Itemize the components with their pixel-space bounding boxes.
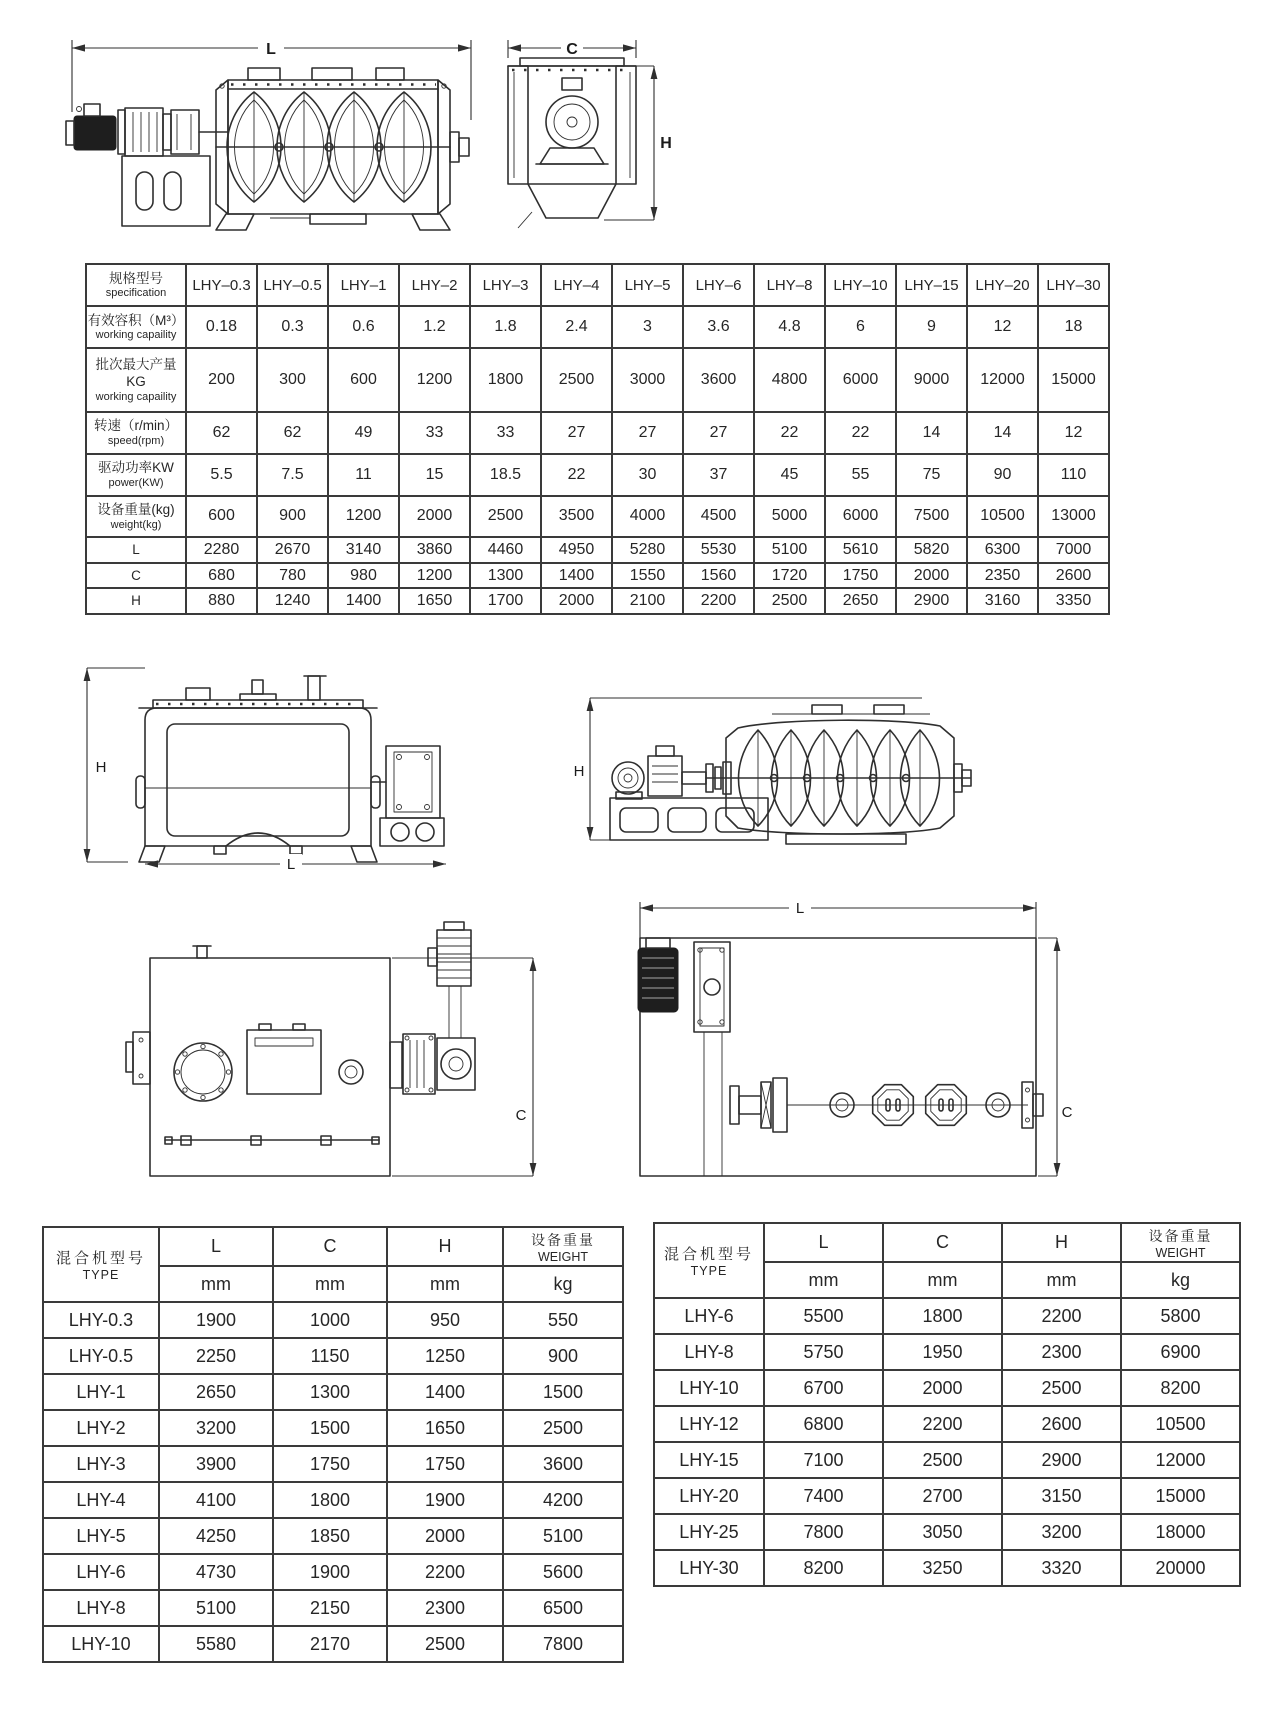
spec-cell: 2500 <box>470 496 541 538</box>
spec-cell: 0.18 <box>186 306 257 348</box>
spec-cell: 6000 <box>825 348 896 412</box>
type-cell: LHY-8 <box>43 1590 159 1626</box>
spec-cell: 9000 <box>896 348 967 412</box>
spec-row <box>86 454 1109 496</box>
height-cell: 2200 <box>1002 1298 1121 1334</box>
spec-cell: 1750 <box>825 563 896 589</box>
spec-cell: 5530 <box>683 537 754 563</box>
mixer-front-view-drawing <box>68 650 468 870</box>
spec-cell: 2100 <box>612 588 683 614</box>
motor-icon <box>74 116 116 150</box>
height-cell: 2200 <box>387 1554 503 1590</box>
gearbox-icon <box>403 1034 435 1094</box>
motor-icon <box>612 762 644 794</box>
spec-cell: 3000 <box>612 348 683 412</box>
table-row <box>654 1442 1240 1478</box>
spec-cell: 2500 <box>754 588 825 614</box>
spec-cell: 200 <box>186 348 257 412</box>
table-row <box>43 1626 623 1662</box>
weight-cell: 5100 <box>503 1518 623 1554</box>
spec-cell: 22 <box>825 412 896 454</box>
weight-cell: 7800 <box>503 1626 623 1662</box>
weight-cell: 4200 <box>503 1482 623 1518</box>
dim-label-width: C <box>566 41 578 58</box>
table-row <box>654 1370 1240 1406</box>
type-cell: LHY-0.5 <box>43 1338 159 1374</box>
weight-cell: 15000 <box>1121 1478 1240 1514</box>
weight-cell: 6900 <box>1121 1334 1240 1370</box>
table-row <box>43 1518 623 1554</box>
height-cell: 2600 <box>1002 1406 1121 1442</box>
spec-cell: 3600 <box>683 348 754 412</box>
spec-cell: 9 <box>896 306 967 348</box>
length-cell: 7100 <box>764 1442 883 1478</box>
spec-model-header: LHY–3 <box>470 264 541 306</box>
table-row <box>654 1514 1240 1550</box>
spec-cell: 14 <box>967 412 1038 454</box>
spec-cell: 2350 <box>967 563 1038 589</box>
spec-cell: 600 <box>328 348 399 412</box>
dim-label-length: L <box>286 856 296 870</box>
spec-cell: 3 <box>612 306 683 348</box>
weight-cell: 550 <box>503 1302 623 1338</box>
unit-mm: mm <box>159 1266 273 1302</box>
spec-cell: 1200 <box>399 348 470 412</box>
weight-header: 设备重量 WEIGHT <box>503 1227 623 1266</box>
spec-cell: 3160 <box>967 588 1038 614</box>
unit-mm: mm <box>387 1266 503 1302</box>
spec-cell: 2650 <box>825 588 896 614</box>
length-cell: 4730 <box>159 1554 273 1590</box>
height-cell: 2500 <box>387 1626 503 1662</box>
spec-cell: 30 <box>612 454 683 496</box>
length-cell: 1900 <box>159 1302 273 1338</box>
spec-row <box>86 563 1109 589</box>
width-cell: 1150 <box>273 1338 387 1374</box>
spec-cell: 4.8 <box>754 306 825 348</box>
type-header: 混合机型号 TYPE <box>654 1223 764 1298</box>
col-header-H: H <box>1002 1223 1121 1262</box>
dim-label-height: H <box>573 763 585 780</box>
spec-cell: 1400 <box>328 588 399 614</box>
spec-cell: 2000 <box>896 563 967 589</box>
table-row <box>43 1410 623 1446</box>
weight-cell: 18000 <box>1121 1514 1240 1550</box>
type-cell: LHY-10 <box>654 1370 764 1406</box>
type-cell: LHY-3 <box>43 1446 159 1482</box>
spec-cell: 7500 <box>896 496 967 538</box>
mixer-top-view-drawing <box>125 912 545 1182</box>
height-cell: 3150 <box>1002 1478 1121 1514</box>
col-header-C: C <box>883 1223 1002 1262</box>
width-cell: 2000 <box>883 1370 1002 1406</box>
height-cell: 2300 <box>1002 1334 1121 1370</box>
weight-cell: 3600 <box>503 1446 623 1482</box>
spec-row <box>86 496 1109 538</box>
spec-row-label: 驱动功率KW power(KW) <box>86 454 186 496</box>
col-header-L: L <box>764 1223 883 1262</box>
spec-cell: 12 <box>1038 412 1109 454</box>
spec-cell: 2500 <box>541 348 612 412</box>
spec-cell: 2200 <box>683 588 754 614</box>
spec-model-header: LHY–5 <box>612 264 683 306</box>
mixer-end-view-drawing <box>492 28 682 233</box>
spec-row-label: 转速（r/min） speed(rpm) <box>86 412 186 454</box>
unit-kg: kg <box>1121 1262 1240 1298</box>
spec-cell: 33 <box>399 412 470 454</box>
height-cell: 2300 <box>387 1590 503 1626</box>
width-cell: 2150 <box>273 1590 387 1626</box>
type-header: 混合机型号 TYPE <box>43 1227 159 1302</box>
length-cell: 7400 <box>764 1478 883 1514</box>
length-cell: 5500 <box>764 1298 883 1334</box>
spec-cell: 5000 <box>754 496 825 538</box>
weight-cell: 5800 <box>1121 1298 1240 1334</box>
table-row <box>43 1338 623 1374</box>
spec-cell: 1.2 <box>399 306 470 348</box>
spec-cell: 4000 <box>612 496 683 538</box>
table-row <box>43 1554 623 1590</box>
spec-cell: 880 <box>186 588 257 614</box>
dim-table-header-row <box>43 1227 623 1266</box>
spec-cell: 27 <box>612 412 683 454</box>
unit-mm: mm <box>273 1266 387 1302</box>
spec-cell: 15000 <box>1038 348 1109 412</box>
spec-cell: 7000 <box>1038 537 1109 563</box>
mixer-top-view2-drawing <box>608 890 1078 1182</box>
weight-cell: 1500 <box>503 1374 623 1410</box>
spec-cell: 12 <box>967 306 1038 348</box>
type-cell: LHY-5 <box>43 1518 159 1554</box>
spec-cell: 600 <box>186 496 257 538</box>
weight-cell: 8200 <box>1121 1370 1240 1406</box>
type-cell: LHY-1 <box>43 1374 159 1410</box>
spec-model-header: LHY–0.5 <box>257 264 328 306</box>
spec-table <box>85 263 1110 615</box>
width-cell: 1850 <box>273 1518 387 1554</box>
length-cell: 6700 <box>764 1370 883 1406</box>
spec-cell: 11 <box>328 454 399 496</box>
table-row <box>654 1550 1240 1586</box>
type-cell: LHY-0.3 <box>43 1302 159 1338</box>
dim-label-height: H <box>660 135 672 152</box>
width-cell: 2500 <box>883 1442 1002 1478</box>
dim-label-height: H <box>95 759 107 776</box>
spec-model-header: LHY–1 <box>328 264 399 306</box>
spec-cell: 45 <box>754 454 825 496</box>
spec-cell: 3500 <box>541 496 612 538</box>
dim-label-length: L <box>266 41 276 58</box>
mixer-side-view-drawing <box>58 28 483 233</box>
height-cell: 950 <box>387 1302 503 1338</box>
length-cell: 5100 <box>159 1590 273 1626</box>
spec-cell: 62 <box>186 412 257 454</box>
spec-cell: 22 <box>541 454 612 496</box>
dim-table-left-body <box>43 1302 623 1662</box>
height-cell: 1900 <box>387 1482 503 1518</box>
spec-row-label: L <box>86 537 186 563</box>
spec-header-row <box>86 264 1109 306</box>
type-cell: LHY-25 <box>654 1514 764 1550</box>
height-cell: 2500 <box>1002 1370 1121 1406</box>
spec-row <box>86 306 1109 348</box>
spec-cell: 75 <box>896 454 967 496</box>
width-cell: 1750 <box>273 1446 387 1482</box>
spec-cell: 2.4 <box>541 306 612 348</box>
spec-row <box>86 348 1109 412</box>
dim-label-length: L <box>795 900 805 917</box>
length-cell: 2250 <box>159 1338 273 1374</box>
spec-cell: 5100 <box>754 537 825 563</box>
spec-table-body <box>86 306 1109 614</box>
spec-cell: 0.6 <box>328 306 399 348</box>
spec-cell: 5820 <box>896 537 967 563</box>
spec-cell: 6300 <box>967 537 1038 563</box>
spec-cell: 1700 <box>470 588 541 614</box>
height-cell: 1250 <box>387 1338 503 1374</box>
height-cell: 1650 <box>387 1410 503 1446</box>
dim-label-width: C <box>1061 1104 1073 1121</box>
spec-cell: 22 <box>754 412 825 454</box>
spec-cell: 4800 <box>754 348 825 412</box>
spec-model-header: LHY–0.3 <box>186 264 257 306</box>
col-header-C: C <box>273 1227 387 1266</box>
length-cell: 8200 <box>764 1550 883 1586</box>
table-row <box>654 1334 1240 1370</box>
spec-cell: 14 <box>896 412 967 454</box>
type-cell: LHY-4 <box>43 1482 159 1518</box>
spec-row <box>86 537 1109 563</box>
spec-cell: 300 <box>257 348 328 412</box>
spec-cell: 55 <box>825 454 896 496</box>
width-cell: 1300 <box>273 1374 387 1410</box>
spec-cell: 12000 <box>967 348 1038 412</box>
spec-cell: 0.3 <box>257 306 328 348</box>
type-cell: LHY-12 <box>654 1406 764 1442</box>
width-cell: 3050 <box>883 1514 1002 1550</box>
spec-cell: 1720 <box>754 563 825 589</box>
spec-cell: 37 <box>683 454 754 496</box>
spec-cell: 1240 <box>257 588 328 614</box>
table-row <box>654 1406 1240 1442</box>
height-cell: 2000 <box>387 1518 503 1554</box>
spec-cell: 3350 <box>1038 588 1109 614</box>
width-cell: 2200 <box>883 1406 1002 1442</box>
type-cell: LHY-8 <box>654 1334 764 1370</box>
length-cell: 2650 <box>159 1374 273 1410</box>
height-cell: 1400 <box>387 1374 503 1410</box>
width-cell: 1800 <box>273 1482 387 1518</box>
spec-cell: 6000 <box>825 496 896 538</box>
spec-cell: 1400 <box>541 563 612 589</box>
spec-cell: 27 <box>683 412 754 454</box>
spec-cell: 4460 <box>470 537 541 563</box>
width-cell: 1900 <box>273 1554 387 1590</box>
type-cell: LHY-6 <box>43 1554 159 1590</box>
unit-kg: kg <box>503 1266 623 1302</box>
spec-row <box>86 412 1109 454</box>
spec-model-header: LHY–6 <box>683 264 754 306</box>
manhole-icon <box>174 1043 232 1101</box>
length-cell: 5750 <box>764 1334 883 1370</box>
table-row <box>654 1478 1240 1514</box>
table-row <box>43 1590 623 1626</box>
width-cell: 2170 <box>273 1626 387 1662</box>
spec-cell: 3860 <box>399 537 470 563</box>
spec-cell: 3.6 <box>683 306 754 348</box>
spec-row-label: C <box>86 563 186 589</box>
spec-cell: 15 <box>399 454 470 496</box>
spec-model-header: LHY–2 <box>399 264 470 306</box>
spec-cell: 2000 <box>399 496 470 538</box>
spec-cell: 3140 <box>328 537 399 563</box>
gearbox-icon <box>694 942 730 1032</box>
unit-mm: mm <box>764 1262 883 1298</box>
type-cell: LHY-10 <box>43 1626 159 1662</box>
spec-model-header: LHY–15 <box>896 264 967 306</box>
table-row <box>654 1298 1240 1334</box>
width-cell: 2700 <box>883 1478 1002 1514</box>
spec-cell: 780 <box>257 563 328 589</box>
table-row <box>43 1446 623 1482</box>
spec-cell: 1560 <box>683 563 754 589</box>
spec-cell: 900 <box>257 496 328 538</box>
spec-cell: 1200 <box>328 496 399 538</box>
spec-cell: 2900 <box>896 588 967 614</box>
spec-row-label: H <box>86 588 186 614</box>
weight-cell: 20000 <box>1121 1550 1240 1586</box>
unit-mm: mm <box>1002 1262 1121 1298</box>
spec-cell: 1550 <box>612 563 683 589</box>
spec-model-header: LHY–30 <box>1038 264 1109 306</box>
spec-cell: 2670 <box>257 537 328 563</box>
weight-cell: 5600 <box>503 1554 623 1590</box>
spec-header-label: 规格型号 specification <box>86 264 186 306</box>
length-cell: 4250 <box>159 1518 273 1554</box>
spec-cell: 6 <box>825 306 896 348</box>
spec-cell: 90 <box>967 454 1038 496</box>
type-cell: LHY-2 <box>43 1410 159 1446</box>
length-cell: 5580 <box>159 1626 273 1662</box>
spec-cell: 10500 <box>967 496 1038 538</box>
weight-cell: 6500 <box>503 1590 623 1626</box>
spec-cell: 1300 <box>470 563 541 589</box>
mixer-side-view2-drawing <box>572 678 972 853</box>
gearbox-icon <box>648 756 682 796</box>
type-cell: LHY-20 <box>654 1478 764 1514</box>
spec-row-label: 批次最大产量KG working capaility <box>86 348 186 412</box>
spec-cell: 680 <box>186 563 257 589</box>
weight-cell: 12000 <box>1121 1442 1240 1478</box>
spec-cell: 7.5 <box>257 454 328 496</box>
width-cell: 1950 <box>883 1334 1002 1370</box>
spec-cell: 5.5 <box>186 454 257 496</box>
spec-cell: 2280 <box>186 537 257 563</box>
spec-cell: 2000 <box>541 588 612 614</box>
dim-table-header-row <box>654 1223 1240 1262</box>
type-cell: LHY-30 <box>654 1550 764 1586</box>
length-cell: 6800 <box>764 1406 883 1442</box>
dim-label-width: C <box>515 1107 527 1124</box>
height-cell: 1750 <box>387 1446 503 1482</box>
dimension-table-left <box>42 1226 624 1663</box>
spec-cell: 5610 <box>825 537 896 563</box>
height-cell: 3320 <box>1002 1550 1121 1586</box>
spec-model-header: LHY–20 <box>967 264 1038 306</box>
spec-cell: 980 <box>328 563 399 589</box>
spec-row-label: 有效容积（M³） working capaility <box>86 306 186 348</box>
spec-cell: 18.5 <box>470 454 541 496</box>
spec-cell: 33 <box>470 412 541 454</box>
dim-table-right-body <box>654 1298 1240 1586</box>
spec-model-header: LHY–10 <box>825 264 896 306</box>
width-cell: 1800 <box>883 1298 1002 1334</box>
weight-cell: 900 <box>503 1338 623 1374</box>
col-header-L: L <box>159 1227 273 1266</box>
type-cell: LHY-15 <box>654 1442 764 1478</box>
width-cell: 3250 <box>883 1550 1002 1586</box>
weight-cell: 10500 <box>1121 1406 1240 1442</box>
spec-row <box>86 588 1109 614</box>
spec-cell: 18 <box>1038 306 1109 348</box>
height-cell: 2900 <box>1002 1442 1121 1478</box>
type-cell: LHY-6 <box>654 1298 764 1334</box>
unit-mm: mm <box>883 1262 1002 1298</box>
spec-cell: 27 <box>541 412 612 454</box>
spec-cell: 110 <box>1038 454 1109 496</box>
length-cell: 4100 <box>159 1482 273 1518</box>
spec-cell: 62 <box>257 412 328 454</box>
width-cell: 1500 <box>273 1410 387 1446</box>
col-header-H: H <box>387 1227 503 1266</box>
width-cell: 1000 <box>273 1302 387 1338</box>
spec-cell: 4950 <box>541 537 612 563</box>
length-cell: 7800 <box>764 1514 883 1550</box>
spec-cell: 1.8 <box>470 306 541 348</box>
spec-cell: 49 <box>328 412 399 454</box>
length-cell: 3900 <box>159 1446 273 1482</box>
table-row <box>43 1302 623 1338</box>
spec-cell: 5280 <box>612 537 683 563</box>
spec-cell: 2600 <box>1038 563 1109 589</box>
table-row <box>43 1482 623 1518</box>
spec-cell: 13000 <box>1038 496 1109 538</box>
weight-cell: 2500 <box>503 1410 623 1446</box>
length-cell: 3200 <box>159 1410 273 1446</box>
weight-header: 设备重量 WEIGHT <box>1121 1223 1240 1262</box>
spec-row-label: 设备重量(kg) weight(kg) <box>86 496 186 538</box>
spec-cell: 4500 <box>683 496 754 538</box>
height-cell: 3200 <box>1002 1514 1121 1550</box>
spec-model-header: LHY–4 <box>541 264 612 306</box>
spec-model-header: LHY–8 <box>754 264 825 306</box>
spec-cell: 1650 <box>399 588 470 614</box>
spec-cell: 1800 <box>470 348 541 412</box>
dimension-table-right <box>653 1222 1241 1587</box>
spec-cell: 1200 <box>399 563 470 589</box>
table-row <box>43 1374 623 1410</box>
